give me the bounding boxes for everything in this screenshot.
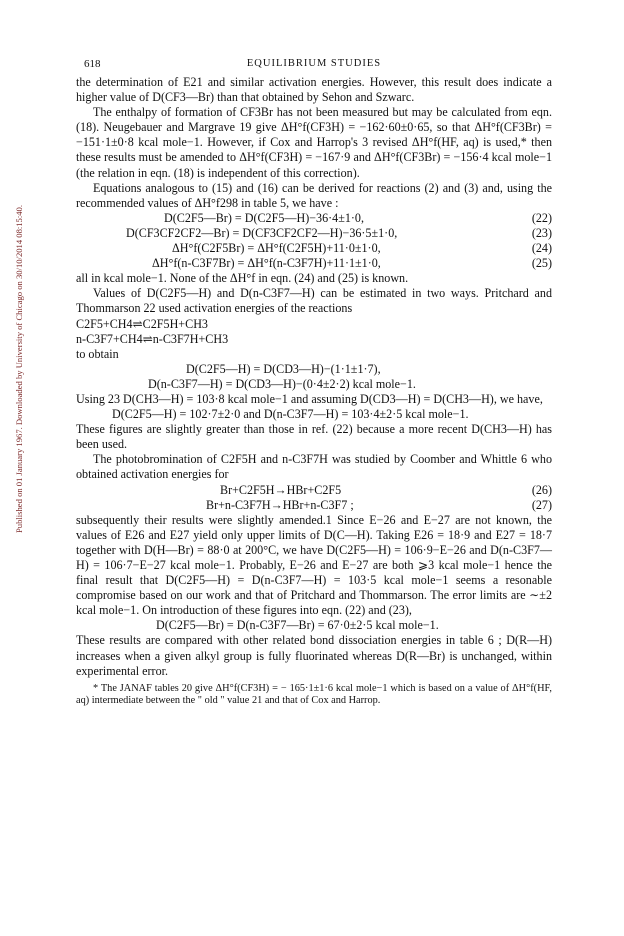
reaction: C2F5+CH4⇌C2F5H+CH3 [76, 316, 208, 331]
page-number: 618 [84, 58, 101, 70]
reaction: n-C3F7+CH4⇌n-C3F7H+CH3 [76, 331, 229, 346]
download-notice: Published on 01 January 1967. Downloaded by University of Chicago on 30/10/2014 08:15:40. [14, 205, 24, 533]
equation: D(C2F5—Br) = D(n-C3F7—Br) = 67·0±2·5 kcal mole−1. [156, 618, 439, 633]
equation: D(C2F5—H) = D(CD3—H)−(1·1±1·7), [186, 361, 381, 376]
paragraph: the determination of E21 and similar activation energies. However, this result does indicate a higher value of D(CF3—Br) than that obtained by Sehon and Szwarc. [76, 75, 552, 105]
paragraph: to obtain [76, 346, 119, 361]
equation-24: ΔH°f(C2F5Br) = ΔH°f(C2F5H)+11·0±1·0, (24) [172, 241, 552, 256]
equation-22: D(C2F5—Br) = D(C2F5—H)−36·4±1·0, (22) [164, 210, 552, 225]
article-body [76, 75, 552, 708]
footnote [76, 683, 552, 708]
equation-25: ΔH°f(n-C3F7Br) = ΔH°f(n-C3F7H)+11·1±1·0, (25) [152, 256, 552, 271]
equation-23: D(CF3CF2CF2—Br) = D(CF3CF2CF2—H)−36·5±1·0, (23) [126, 225, 552, 240]
paragraph: These results are compared with other related bond dissociation energies in table 6 ; D(R—H) increases when a given alkyl group is fully fluorinated whereas D(R—Br) is unchanged, within experimental error. [76, 633, 552, 678]
equation-27: Br+n-C3F7H→HBr+n-C3F7 ; (27) [206, 497, 552, 512]
paragraph: subsequently their results were slightly amended.1 Since E−26 and E−27 are not known, the values of E26 and E27 yield only upper limits of D(C—H). Taking E26 = 18·9 and E27 = 18·7 together with D(H—Br) = 88·0 at 200°C, we have D(C2F5—H) = 106·9−E−26 and D(n-C3F7—H) = 106·7−E−27 kcal mole−1. Probably, E−26 and E−27 are both ⩾3 kcal mole−1 hence the final result that D(C2F5—H) = D(n-C3F7—H) = 103·5 kcal mole−1 seems a resonable compromise based on our work and that of Pritchard and Thommarson. The error limits are ∼±2 kcal mole−1. On introduction of these figures into eqn. (22) and (23), [76, 512, 552, 618]
equation: D(C2F5—H) = 102·7±2·0 and D(n-C3F7—H) = 103·4±2·5 kcal mole−1. [112, 407, 469, 422]
paragraph: The photobromination of C2F5H and n-C3F7H was studied by Coomber and Whittle 6 who obtained activation energies for [76, 452, 552, 482]
equation: D(n-C3F7—H) = D(CD3—H)−(0·4±2·2) kcal mole−1. [148, 376, 416, 391]
paragraph: Using 23 D(CH3—H) = 103·8 kcal mole−1 and assuming D(CD3—H) = D(CH3—H), we have, [76, 391, 543, 406]
paragraph: The enthalpy of formation of CF3Br has not been measured but may be calculated from eqn. (18). Neugebauer and Margrave 19 give ΔH°f(CF3H) = −162·60±0·65, so that ΔH°f(CF3Br) = −151·1±0·8 kcal mole−1. However, if Cox and Harrop's 3 revised ΔH°f(HF, aq) is used,* then these results must be amended to ΔH°f(CF3H) = −167·9 and ΔH°f(CF3Br) = −156·4 kcal mole−1 (the relation in eqn. (18) is independent of this correction). [76, 105, 552, 180]
equation-26: Br+C2F5H→HBr+C2F5 (26) [220, 482, 552, 497]
paragraph: Equations analogous to (15) and (16) can be derived for reactions (2) and (3) and, using the recommended values of ΔH°f298 in table 5, we have : [76, 180, 552, 210]
paragraph: These figures are slightly greater than those in ref. (22) because a more recent D(CH3—H) has been used. [76, 422, 552, 452]
running-title: EQUILIBRIUM STUDIES [246, 58, 382, 69]
paragraph: Values of D(C2F5—H) and D(n-C3F7—H) can be estimated in two ways. Pritchard and Thommarson 22 used activation energies of the reactions [76, 286, 552, 316]
paragraph: all in kcal mole−1. None of the ΔH°f in eqn. (24) and (25) is known. [76, 271, 409, 286]
footnote-text: * The JANAF tables 20 give ΔH°f(CF3H) = − 165·1±1·6 kcal mole−1 which is based on a value of ΔH°f(HF, aq) intermediate between the " old " value 21 and that of Cox and Harrop. [76, 682, 552, 707]
